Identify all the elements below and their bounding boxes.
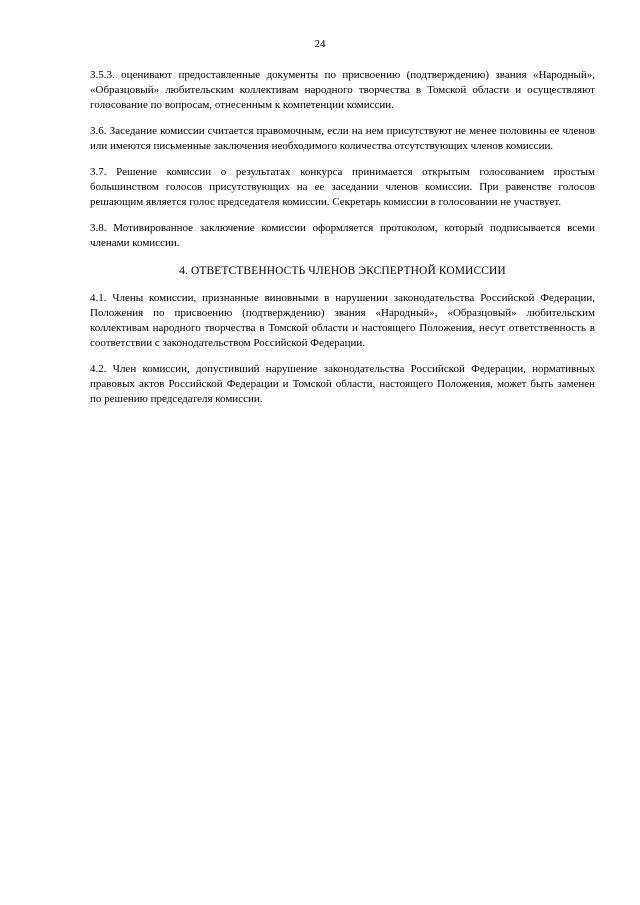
- paragraph-3-8: 3.8. Мотивированное заключение комиссии оформляется протоколом, который подписывается всеми членами комиссии.: [90, 222, 595, 249]
- section-heading: 4. ОТВЕТСТВЕННОСТЬ ЧЛЕНОВ ЭКСПЕРТНОЙ КОМИССИИ: [179, 265, 506, 277]
- paragraph-3-6: 3.6. Заседание комиссии считается правомочным, если на нем присутствуют не менее половины ее членов или имеются письменные заключения необходимого количества отсутствующих членов комиссии.: [90, 125, 595, 152]
- paragraph-4-2: 4.2. Член комиссии, допустивший нарушение законодательства Российской Федерации, нормативных правовых актов Российской Федерации и Томской области, настоящего Положения, может быть заменен по решению председателя комиссии.: [90, 363, 595, 405]
- page-number: 24: [314, 38, 326, 50]
- document-body: [90, 68, 595, 418]
- paragraph-3-7: 3.7. Решение комиссии о результатах конкурса принимается открытым голосованием простым большинством голосов присутствующих на ее заседании членов комиссии. При равенстве голосов решающим является голос председателя комиссии. Секретарь комиссии в голосовании не участвует.: [90, 166, 595, 208]
- paragraph-3-5-3: 3.5.3. оценивают предоставленные документы по присвоению (подтверждению) звания «Народный», «Образцовый» любительским коллективам народного творчества в Томской области и осуществляют голосование по вопросам, отнесенным к компетенции комиссии.: [90, 69, 595, 111]
- paragraph-4-1: 4.1. Члены комиссии, признанные виновными в нарушении законодательства Российской Федерации, Положения по присвоению (подтверждению) звания «Народный», «Образцовый» любительским коллективам народного творчества в Томской области и настоящего Положения, несут ответственность в соответствии с законодательством Российской Федерации.: [90, 292, 595, 349]
